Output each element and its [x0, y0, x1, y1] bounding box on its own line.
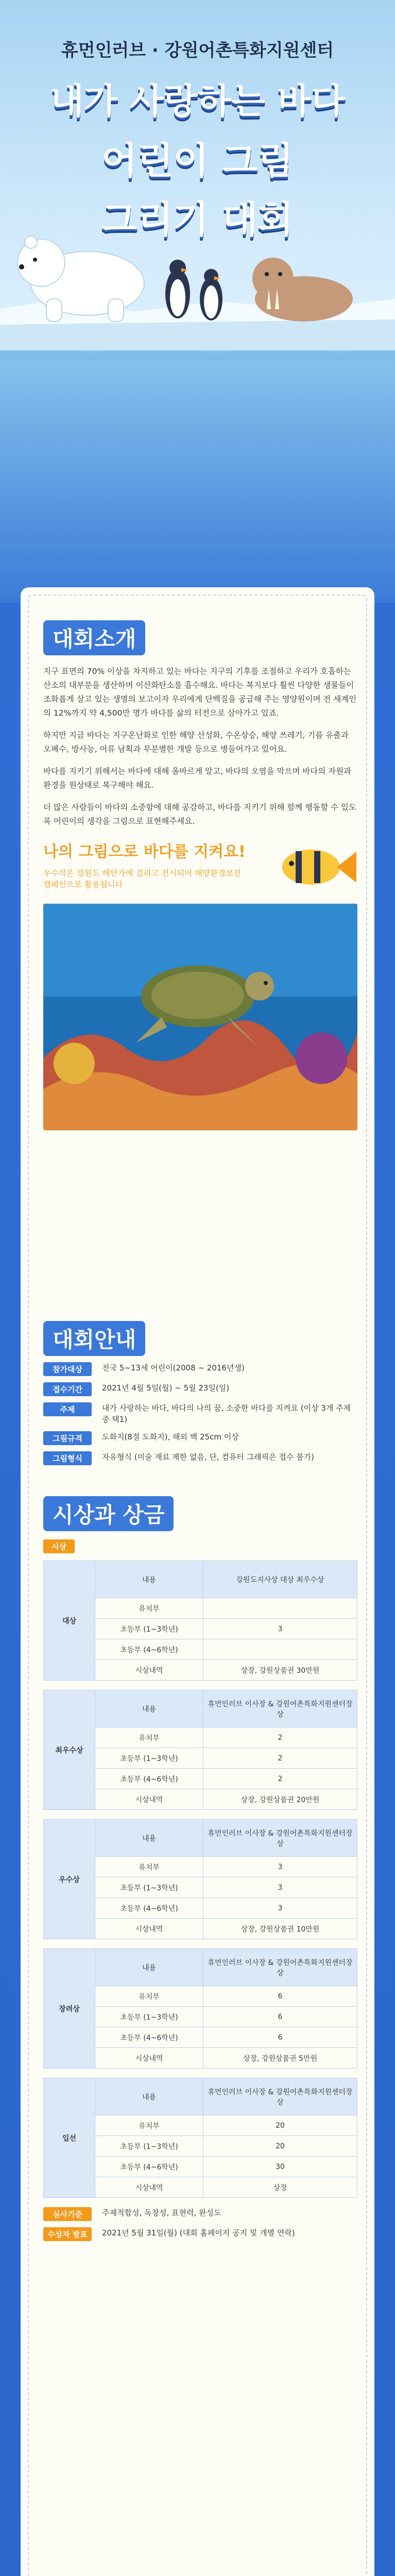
award-row-label: 유치부	[95, 1727, 203, 1748]
award-row-label: 초등부 (4~6학년)	[95, 1639, 203, 1660]
award-row-label: 시상내역	[95, 2048, 203, 2069]
award-row-value: 20	[203, 2115, 357, 2136]
award-row-value: 6	[203, 1986, 357, 2007]
penguins-illustration	[154, 242, 242, 325]
award-row-label: 초등부 (1~3학년)	[95, 2007, 203, 2027]
title-line-3: 그리기 대회	[101, 198, 294, 241]
award-row-value: 30	[203, 2157, 357, 2177]
guide-row	[43, 1382, 357, 1396]
hero	[0, 0, 395, 598]
awards-footer-label: 수상자 발표	[43, 2227, 92, 2241]
guide-value: 자유형식 (미술 재료 제한 없음, 단, 컴퓨터 그래픽은 접수 불가)	[102, 1452, 314, 1462]
award-row-value: 상장, 강원상품권 10만원	[203, 1919, 357, 1939]
guide-section	[43, 1321, 357, 1465]
award-group-name: 우수상	[44, 1820, 95, 1939]
award-row-label: 초등부 (4~6학년)	[95, 1769, 203, 1789]
intro-paragraph: 지구 표면의 70% 이상을 차지하고 있는 바다는 지구의 기후를 조절하고 우리가 호흡하는 산소의 대부분을 생산하며 이산화탄소를 흡수해요. 바다는 복지보다 훨씬 다양한 생물들이 조화롭게 살고 있는 생명의 보고이자 우리에게 단백질을 공급해 주는 영양원이며 전 세계인의 12%까지 약 4,500만 명가 바다를 삶의 터전으로 삼아가고 있죠.	[43, 667, 357, 718]
intro-paragraph: 바다를 지키기 위해서는 바다에 대해 올바르게 알고, 바다의 오염을 막으며 바다의 자원과 환경을 원상태로 복구해야 해요.	[43, 767, 352, 790]
award-row-value: 상장, 강원상품권 30만원	[203, 1660, 357, 1681]
award-row-label: 시상내역	[95, 1660, 203, 1681]
award-group-name: 최우수상	[44, 1690, 95, 1810]
award-row-label: 초등부 (4~6학년)	[95, 2157, 203, 2177]
award-row-value: 상장	[203, 2177, 357, 2198]
award-row-label: 초등부 (4~6학년)	[95, 1898, 203, 1919]
award-row-value: 3	[203, 1898, 357, 1919]
award-header-row	[44, 2078, 357, 2115]
intro-paragraphs	[43, 665, 357, 828]
guide-label: 접수기간	[43, 1382, 92, 1396]
awards-section	[43, 1496, 357, 2241]
awards-footer-row	[43, 2227, 357, 2241]
award-table	[43, 1561, 357, 1681]
award-org: 강원도지사상 대상 최우수상	[203, 1561, 357, 1598]
polar-bear-illustration	[10, 216, 149, 325]
title-line-1: 내가 사랑하는 바다	[50, 81, 345, 122]
awards-tables	[43, 1561, 357, 2198]
slogan-sub: 우수작은 강원도 해안가에 걸리고 전시되어 해양환경보전 캠페인으로 활용됩니다	[43, 869, 241, 889]
award-row-label: 유치부	[95, 1857, 203, 1877]
fish-illustration	[270, 839, 357, 895]
award-row-value: 20	[203, 2136, 357, 2157]
award-row-label: 초등부 (1~3학년)	[95, 1748, 203, 1769]
content-card	[21, 587, 374, 2576]
award-col-label: 내용	[95, 1690, 203, 1727]
award-org: 휴먼인러브 이사장 & 강원어촌특화지원센터장 상	[203, 2078, 357, 2115]
award-table	[43, 1819, 357, 1939]
award-header-row	[44, 1949, 357, 1986]
awards-footer-row	[43, 2207, 357, 2221]
award-table	[43, 1690, 357, 1810]
slogan: 나의 그림으로 바다를 지켜요!	[43, 843, 246, 861]
award-row-label: 유치부	[95, 2115, 203, 2136]
award-row-value: 3	[203, 1857, 357, 1877]
guide-value: 내가 사랑하는 바다, 바다의 나의 꿈, 소중한 바다를 지켜요 (이상 3개 주제 중 택1)	[102, 1403, 351, 1424]
award-row-value: 3	[203, 1877, 357, 1898]
intro-section	[43, 620, 357, 1130]
award-row-value	[203, 1639, 357, 1660]
award-row-value: 2	[203, 1769, 357, 1789]
award-table	[43, 2078, 357, 2198]
award-header-row	[44, 1690, 357, 1727]
walrus-illustration	[242, 242, 355, 325]
organizer-text: 휴먼인러브 · 강원어촌특화지원센터	[61, 40, 334, 61]
guide-row	[43, 1431, 357, 1445]
award-row-label: 시상내역	[95, 1919, 203, 1939]
award-col-label: 내용	[95, 2078, 203, 2115]
award-group-name: 입선	[44, 2078, 95, 2198]
guide-row	[43, 1402, 357, 1425]
intro-paragraph: 더 많은 사람들이 바다의 소중함에 대해 공감하고, 바다를 지키기 위해 함께 행동할 수 있도록 어린이의 생각을 그림으로 표현해주세요.	[43, 803, 357, 826]
award-row-label: 유치부	[95, 1598, 203, 1619]
guide-label: 그림형식	[43, 1451, 92, 1465]
award-row-value: 6	[203, 2007, 357, 2027]
awards-footer-value: 2021년 5월 31일(월) (대회 홈페이지 공지 및 개별 연락)	[102, 2228, 295, 2238]
guide-row	[43, 1362, 357, 1376]
awards-footer-value: 주제적합성, 독창성, 표현력, 완성도	[102, 2208, 221, 2217]
award-row-label: 초등부 (1~3학년)	[95, 2136, 203, 2157]
award-org: 휴먼인러브 이사장 & 강원어촌특화지원센터장 상	[203, 1690, 357, 1727]
award-row-label: 초등부 (4~6학년)	[95, 2027, 203, 2048]
award-table	[43, 1948, 357, 2069]
awards-heading: 시상과 상금	[43, 1496, 174, 1531]
award-row-value: 6	[203, 2027, 357, 2048]
award-row-value: 상장, 강원상품권 5만원	[203, 2048, 357, 2069]
award-col-label: 내용	[95, 1949, 203, 1986]
title-line-2: 어린이 그림	[101, 139, 294, 182]
award-row-value: 3	[203, 1619, 357, 1639]
award-col-label: 내용	[95, 1561, 203, 1598]
award-row-label: 초등부 (1~3학년)	[95, 1619, 203, 1639]
intro-paragraph: 하지만 지금 바다는 지구온난화로 인한 해양 산성화, 수온상승, 해양 쓰레기, 기름 유출과 오폐수, 방사능, 어류 남획과 무분별한 개발 등으로 병들어가고 있어요.	[43, 731, 349, 754]
award-row-value: 상장, 강원상품권 20만원	[203, 1789, 357, 1810]
award-org: 휴먼인러브 이사장 & 강원어촌특화지원센터장 상	[203, 1820, 357, 1857]
award-header-row	[44, 1561, 357, 1598]
award-row-value: 2	[203, 1748, 357, 1769]
award-col-label: 내용	[95, 1820, 203, 1857]
award-group-name: 장려상	[44, 1949, 95, 2069]
awards-tag: 시상	[43, 1539, 75, 1553]
guide-row	[43, 1451, 357, 1465]
sea-turtle-photo	[43, 904, 357, 1130]
award-row-label: 시상내역	[95, 1789, 203, 1810]
award-row-label: 유치부	[95, 1986, 203, 2007]
guide-heading: 대회안내	[43, 1321, 145, 1356]
award-header-row	[44, 1820, 357, 1857]
award-org: 휴먼인러브 이사장 & 강원어촌특화지원센터장 상	[203, 1949, 357, 1986]
award-group-name: 대상	[44, 1561, 95, 1681]
guide-label: 참가대상	[43, 1362, 92, 1376]
award-row-value: 2	[203, 1727, 357, 1748]
awards-footer-label: 심사기준	[43, 2207, 92, 2221]
guide-label: 그림규격	[43, 1431, 92, 1445]
guide-value: 전국 5~13세 어린이(2008 ~ 2016년생)	[102, 1363, 245, 1372]
award-row-value	[203, 1598, 357, 1619]
intro-heading: 대회소개	[43, 620, 145, 655]
award-row-label: 시상내역	[95, 2177, 203, 2198]
award-row-label: 초등부 (1~3학년)	[95, 1877, 203, 1898]
guide-value: 2021년 4월 5일(월) ~ 5월 23일(일)	[102, 1383, 230, 1393]
guide-label: 주제	[43, 1402, 92, 1416]
guide-value: 도화지(8절 도화지), 해외 백 25cm 이상	[102, 1432, 239, 1442]
